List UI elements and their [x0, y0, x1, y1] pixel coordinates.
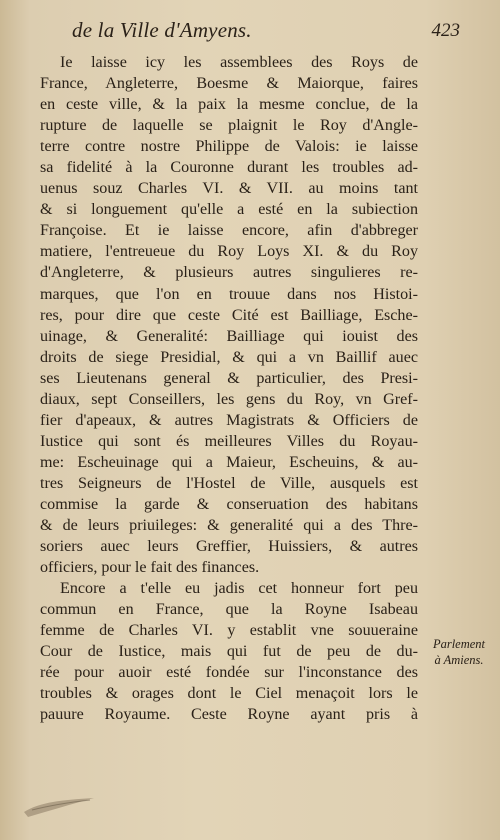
text-line: diaux, sept Conseillers, les gens du Roy, vn Gref-: [40, 390, 418, 408]
text-line: Cour de Iustice, mais qui fut de peu de du-: [40, 643, 418, 661]
text-line: res, pour dire que ceste Cité est Bailliage, Esche-: [40, 306, 418, 324]
text-line: me: Escheuinage qui a Maieur, Escheuins, & au-: [40, 453, 418, 471]
text-line: droits de siege Presidial, & qui a vn Baillif auec: [40, 348, 418, 366]
text-line: d'Angleterre, & plusieurs autres singulieres re-: [40, 264, 418, 282]
text-line: pauure Royaume. Ceste Royne ayant pris à: [40, 706, 418, 724]
marginal-note-line: à Amiens.: [434, 653, 484, 667]
text-line: troubles & orages dont le Ciel menaçoit lors le: [40, 685, 418, 703]
text-line: & de leurs priuileges: & generalité qui a des Thre-: [40, 517, 418, 535]
text-line: tres Seigneurs de l'Hostel de Ville, ausquels est: [40, 474, 418, 492]
text-line: uinage, & Generalité: Bailliage qui iouist des: [40, 327, 418, 345]
running-title: de la Ville d'Amyens.: [72, 18, 252, 42]
page-header: [72, 18, 460, 46]
text-line: rée pour auoir esté fondée sur l'inconstance des: [40, 664, 418, 682]
text-line: rupture de laquelle se plaignit le Roy d'Angle-: [40, 117, 418, 135]
text-line: ses Lieutenans general & particulier, des Presi-: [40, 369, 418, 387]
text-line: uenus souz Charles VI. & VII. au moins tant: [40, 180, 418, 198]
text-line: officiers, pour le fait des finances.: [40, 559, 260, 577]
body-text: [40, 52, 418, 726]
text-line: Françoise. Et ie laisse encore, afin d'abbreger: [40, 222, 418, 240]
ink-smudge-icon: [22, 790, 97, 820]
text-line: & si longuement qu'elle a esté en la subiection: [40, 201, 418, 219]
marginal-note-line: Parlement: [432, 637, 486, 651]
text-line: commise la garde & conseruation des habitans: [40, 495, 418, 513]
text-line: sa fidelité à la Couronne durant les troubles ad-: [40, 159, 418, 177]
text-line: fier d'apeaux, & autres Magistrats & Officiers de: [40, 411, 418, 429]
text-line: France, Angleterre, Boesme & Maiorque, faires: [40, 75, 418, 93]
text-line: marques, que l'on en trouue dans nos Histoi-: [40, 285, 418, 303]
text-line: commun en France, que la Royne Isabeau: [40, 601, 418, 619]
text-line: Ie laisse icy les assemblees des Roys de: [60, 54, 418, 71]
text-line: terre contre nostre Philippe de Valois: ie laisse: [40, 138, 418, 156]
text-line: en ceste ville, & la paix la mesme conclue, de la: [40, 96, 418, 114]
text-line: matiere, l'entreueue du Roy Loys XI. & du Roy: [40, 243, 418, 261]
text-line: femme de Charles VI. y establit vne souueraine: [40, 622, 418, 640]
text-line: soriers auec leurs Greffier, Huissiers, & autres: [40, 538, 418, 556]
text-line: Encore a t'elle eu jadis cet honneur fort peu: [60, 580, 418, 598]
marginal-note: [424, 636, 494, 668]
page-number: 423: [431, 20, 460, 41]
text-line: Iustice qui sont és meilleures Villes du Royau-: [40, 432, 418, 450]
